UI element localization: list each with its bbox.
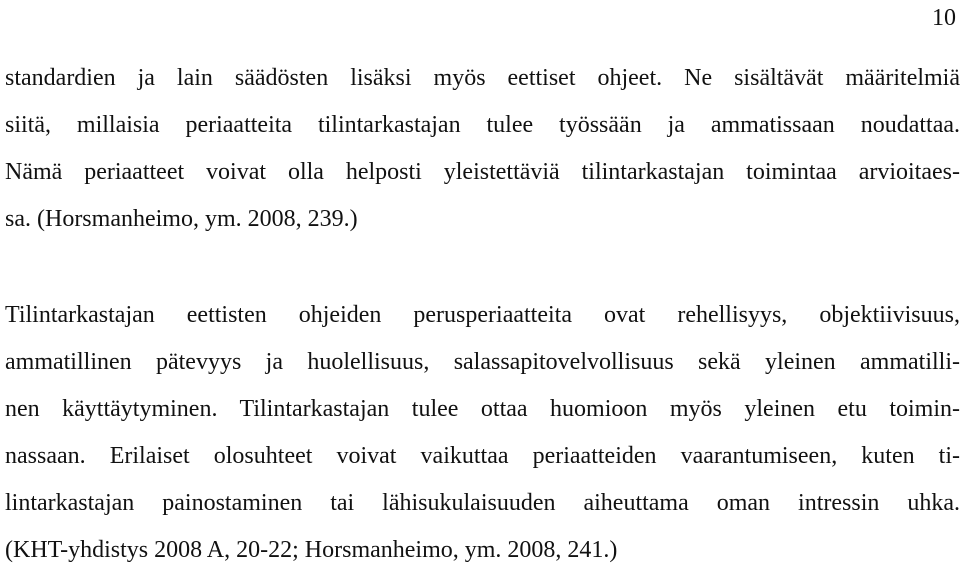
text-line: nassaan. Erilaiset olosuhteet voivat vaikuttaa periaatteiden vaarantumiseen, kuten ti- (5, 443, 960, 469)
paragraph-ethics-principles (5, 292, 960, 574)
text-line: Nämä periaatteet voivat olla helposti yleistettäviä tilintarkastajan toimintaa arvioitaes- (5, 159, 960, 185)
text-line: lintarkastajan painostaminen tai lähisukulaisuuden aiheuttama oman intressin uhka. (5, 490, 960, 516)
text-line: ammatillinen pätevyys ja huolellisuus, salassapitovelvollisuus sekä yleinen ammatilli- (5, 349, 960, 375)
text-line: siitä, millaisia periaatteita tilintarkastajan tulee työssään ja ammatissaan noudattaa. (5, 112, 960, 138)
text-line: sa. (Horsmanheimo, ym. 2008, 239.) (5, 206, 358, 232)
text-line: standardien ja lain säädösten lisäksi myös eettiset ohjeet. Ne sisältävät määritelmiä (5, 65, 960, 91)
text-line: nen käyttäytyminen. Tilintarkastajan tulee ottaa huomioon myös yleinen etu toimin- (5, 396, 960, 422)
page-number: 10 (932, 5, 956, 31)
text-line: Tilintarkastajan eettisten ohjeiden perusperiaatteita ovat rehellisyys, objektiivisuus, (5, 302, 960, 328)
text-line: (KHT-yhdistys 2008 A, 20-22; Horsmanheimo, ym. 2008, 241.) (5, 537, 618, 563)
paragraph-ethics-guidelines-intro (5, 55, 960, 243)
